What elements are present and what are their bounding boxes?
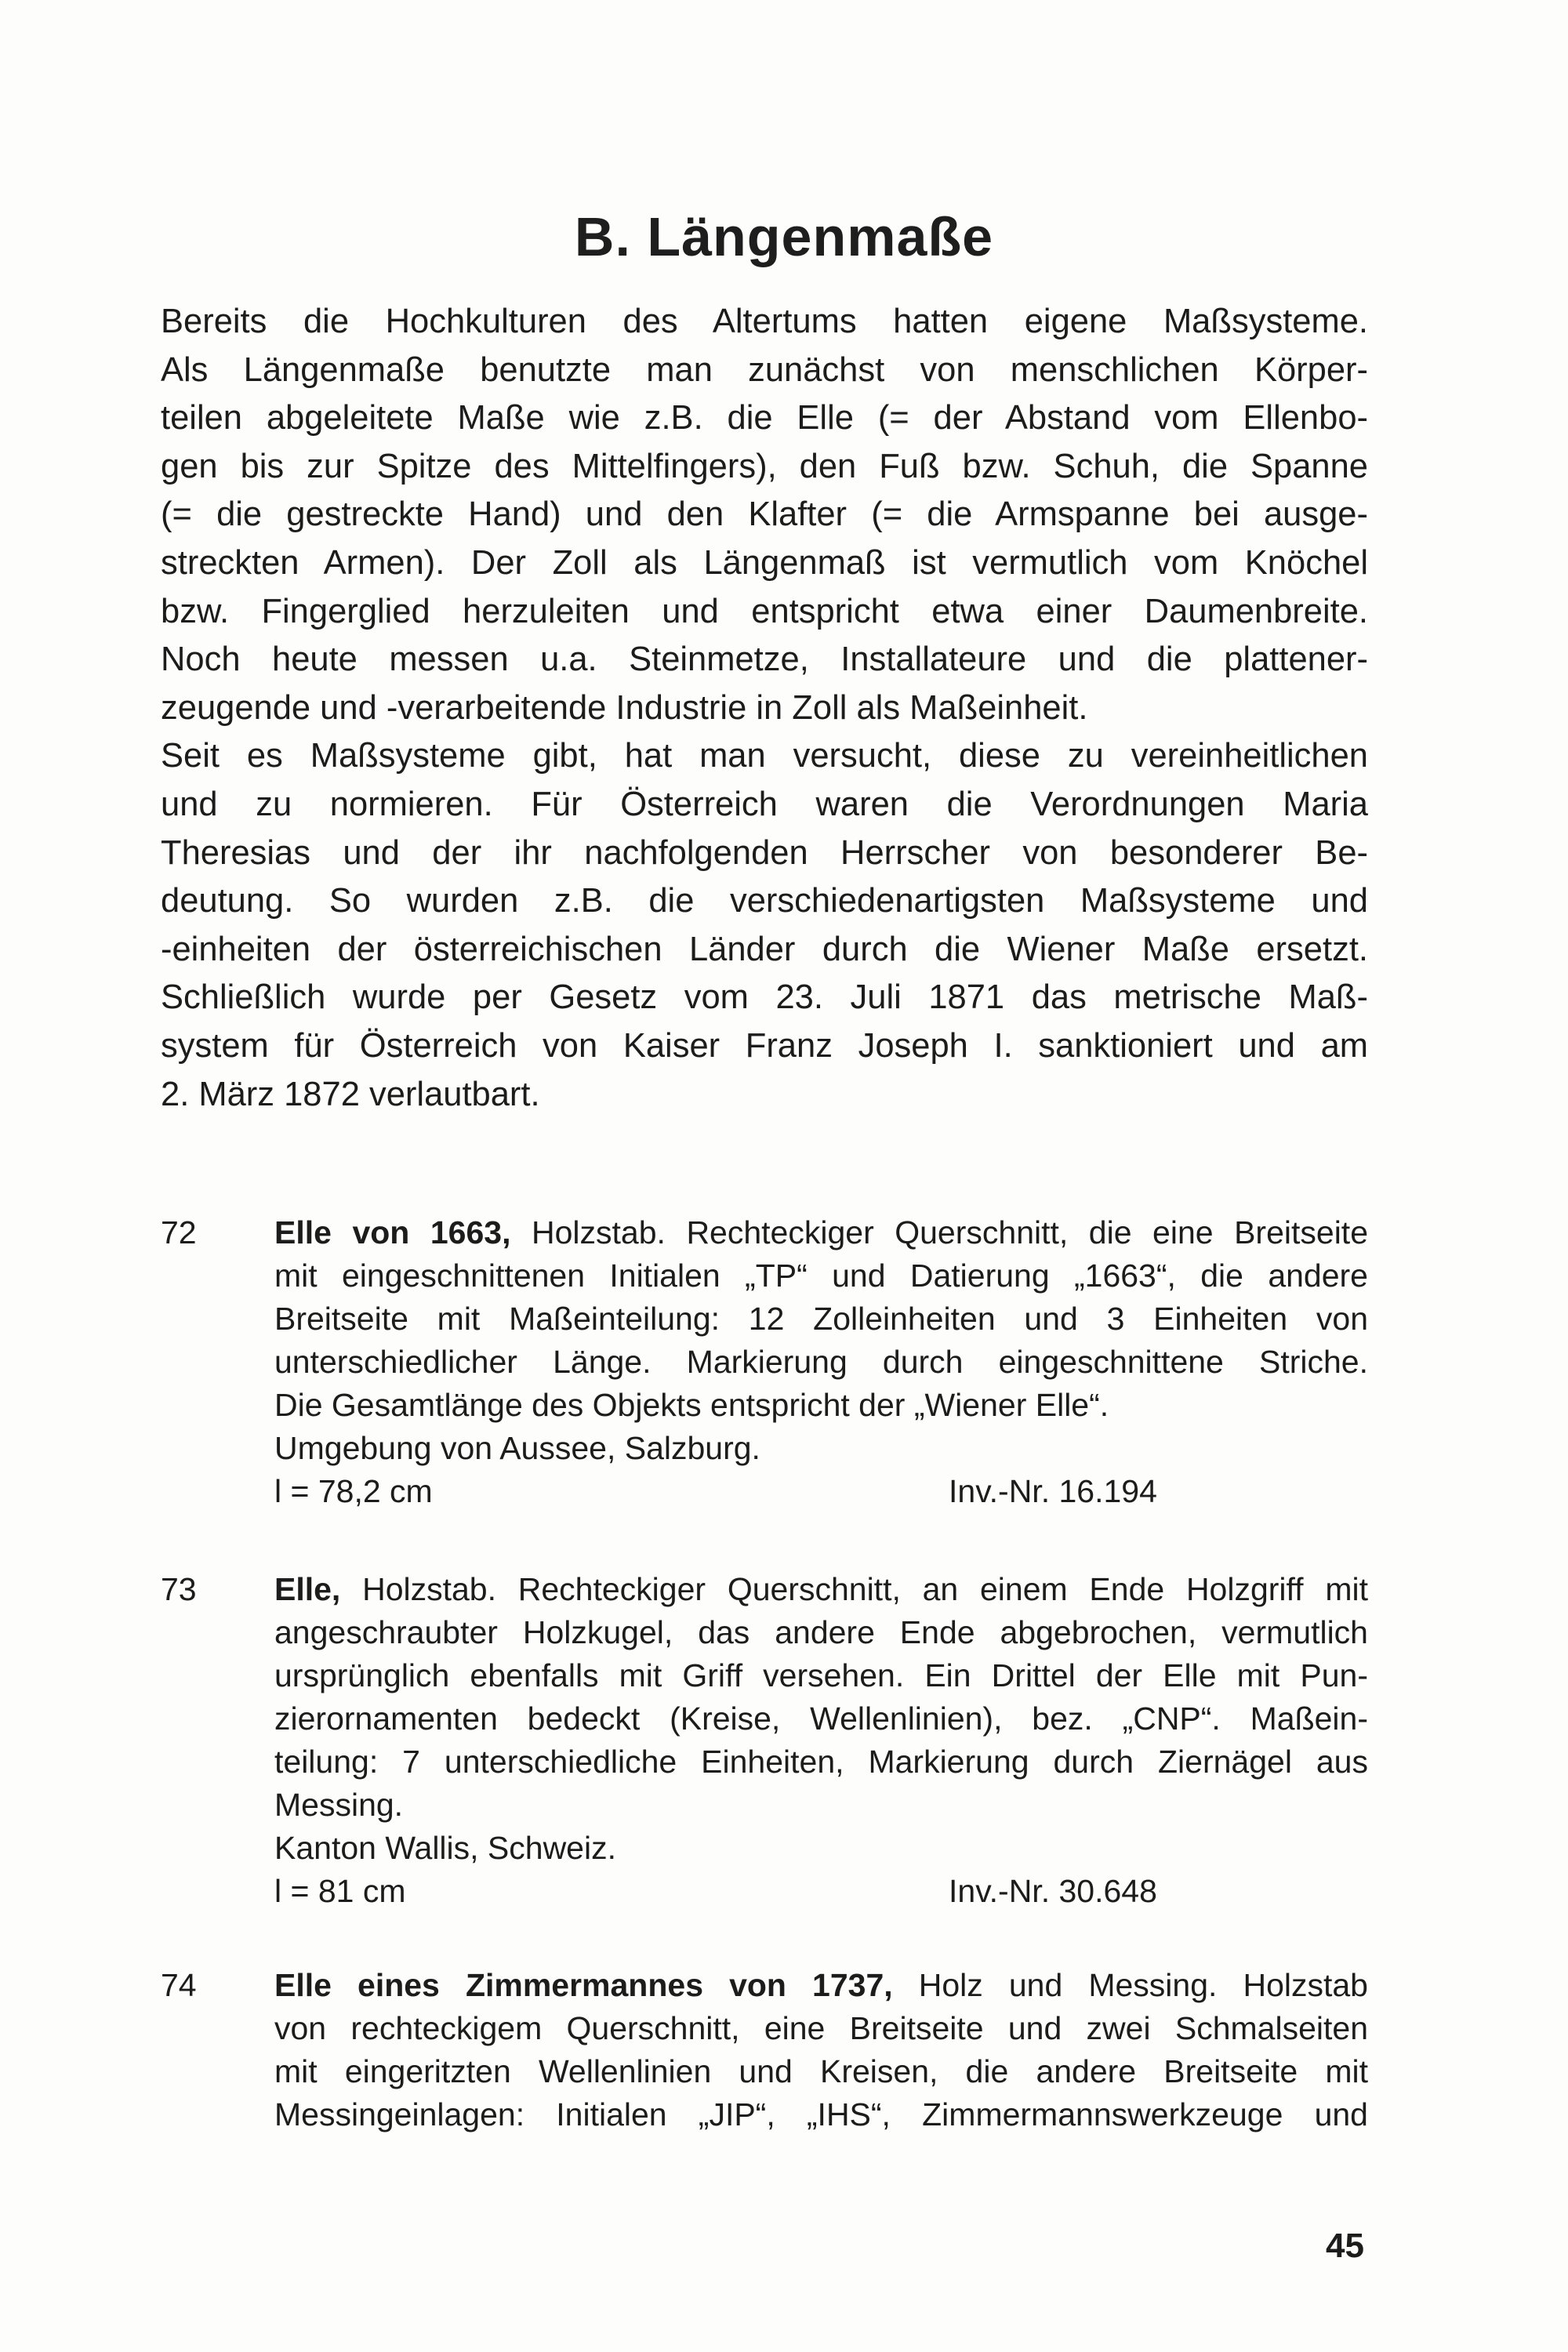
entry-line: Umgebung von Aussee, Salzburg. — [274, 1430, 760, 1466]
intro-line: Schließlich wurde per Gesetz vom 23. Juli 1871 das metrische Maß- — [161, 978, 1368, 1017]
entry-number: 72 — [161, 1214, 197, 1250]
entry-line: angeschraubter Holzkugel, das andere Ende abgebrochen, vermutlich — [274, 1614, 1368, 1650]
intro-line: Noch heute messen u.a. Steinmetze, Installateure und die plattener- — [161, 641, 1368, 679]
page-number: 45 — [1326, 2227, 1364, 2265]
entry-meta — [274, 1470, 1368, 1513]
intro-line: bzw. Fingerglied herzuleiten und entspricht etwa einer Daumenbreite. — [161, 592, 1368, 630]
entry-dimension: l = 78,2 cm — [274, 1473, 433, 1509]
intro-line: 2. März 1872 verlautbart. — [161, 1075, 540, 1113]
entry-number: 74 — [161, 1967, 197, 2003]
entry-body — [274, 1568, 1368, 1913]
entry-line: zierornamenten bedeckt (Kreise, Wellenlinien), bez. „CNP“. Maßein- — [274, 1700, 1368, 1737]
intro-line: deutung. So wurden z.B. die verschiedenartigsten Maßsysteme und — [161, 882, 1368, 920]
entry-title: Elle, — [274, 1571, 341, 1607]
entry-line: Messing. — [274, 1787, 404, 1823]
intro-line: teilen abgeleitete Maße wie z.B. die Elle (= der Abstand vom Ellenbo- — [161, 399, 1368, 437]
entry-line: Kanton Wallis, Schweiz. — [274, 1830, 616, 1866]
intro-line: system für Österreich von Kaiser Franz Joseph I. sanktioniert und am — [161, 1026, 1368, 1065]
entry-number: 73 — [161, 1571, 197, 1607]
intro-line: Theresias und der ihr nachfolgenden Herrscher von besonderer Be- — [161, 833, 1368, 872]
intro-line: -einheiten der österreichischen Länder durch die Wiener Maße ersetzt. — [161, 930, 1368, 968]
entry-line: Breitseite mit Maßeinteilung: 12 Zolleinheiten und 3 Einheiten von — [274, 1301, 1368, 1337]
intro-line: gen bis zur Spitze des Mittelfingers), den Fuß bzw. Schuh, die Spanne — [161, 447, 1368, 485]
entry-line: mit eingeschnittenen Initialen „TP“ und Datierung „1663“, die andere — [274, 1258, 1368, 1294]
entry-title: Elle eines Zimmermannes von 1737, — [274, 1967, 893, 2003]
intro-line: zeugende und -verarbeitende Industrie in Zoll als Maßeinheit. — [161, 688, 1088, 727]
entry-line — [274, 1211, 1368, 1254]
entry-meta — [274, 1870, 1368, 1913]
entry-inventory-number: Inv.-Nr. 16.194 — [949, 1473, 1157, 1509]
intro-line: und zu normieren. Für Österreich waren die Verordnungen Maria — [161, 785, 1368, 823]
entry-line — [274, 1964, 1368, 2007]
entry-line: Messingeinlagen: Initialen „JIP“, „IHS“, Zimmermannswerkzeuge und — [274, 2096, 1368, 2132]
intro-line: (= die gestreckte Hand) und den Klafter (= die Armspanne bei ausge- — [161, 495, 1368, 534]
entry-line: mit eingeritzten Wellenlinien und Kreisen, die andere Breitseite mit — [274, 2053, 1368, 2089]
entry-inventory-number: Inv.-Nr. 30.648 — [949, 1873, 1157, 1909]
intro-line: Als Längenmaße benutzte man zunächst von menschlichen Körper- — [161, 350, 1368, 389]
entry-line: teilung: 7 unterschiedliche Einheiten, Markierung durch Ziernägel aus — [274, 1744, 1368, 1780]
entry-body — [274, 1964, 1368, 2136]
entry-text: Holzstab. Rechteckiger Querschnitt, die eine Breitseite — [510, 1214, 1368, 1250]
entry-line — [274, 1568, 1368, 1611]
entry-line: ursprünglich ebenfalls mit Griff versehen. Ein Drittel der Elle mit Pun- — [274, 1657, 1368, 1693]
intro-line: streckten Armen). Der Zoll als Längenmaß ist vermutlich vom Knöchel — [161, 543, 1368, 582]
entry-title: Elle von 1663, — [274, 1214, 511, 1250]
intro-line: Seit es Maßsysteme gibt, hat man versucht, diese zu vereinheitlichen — [161, 737, 1368, 775]
entry-line: von rechteckigem Querschnitt, eine Breitseite und zwei Schmalseiten — [274, 2010, 1368, 2046]
entry-body — [274, 1211, 1368, 1513]
section-heading: B. Längenmaße — [574, 205, 994, 267]
entry-text: Holzstab. Rechteckiger Querschnitt, an einem Ende Holzgriff mit — [340, 1571, 1368, 1607]
intro-line: Bereits die Hochkulturen des Altertums hatten eigene Maßsysteme. — [161, 303, 1368, 340]
entry-dimension: l = 81 cm — [274, 1873, 406, 1909]
entry-text: Holz und Messing. Holzstab — [892, 1967, 1368, 2003]
intro-paragraph — [161, 298, 1368, 1119]
entry-line: Die Gesamtlänge des Objekts entspricht der „Wiener Elle“. — [274, 1387, 1109, 1423]
entry-line: unterschiedlicher Länge. Markierung durch eingeschnittene Striche. — [274, 1344, 1368, 1380]
